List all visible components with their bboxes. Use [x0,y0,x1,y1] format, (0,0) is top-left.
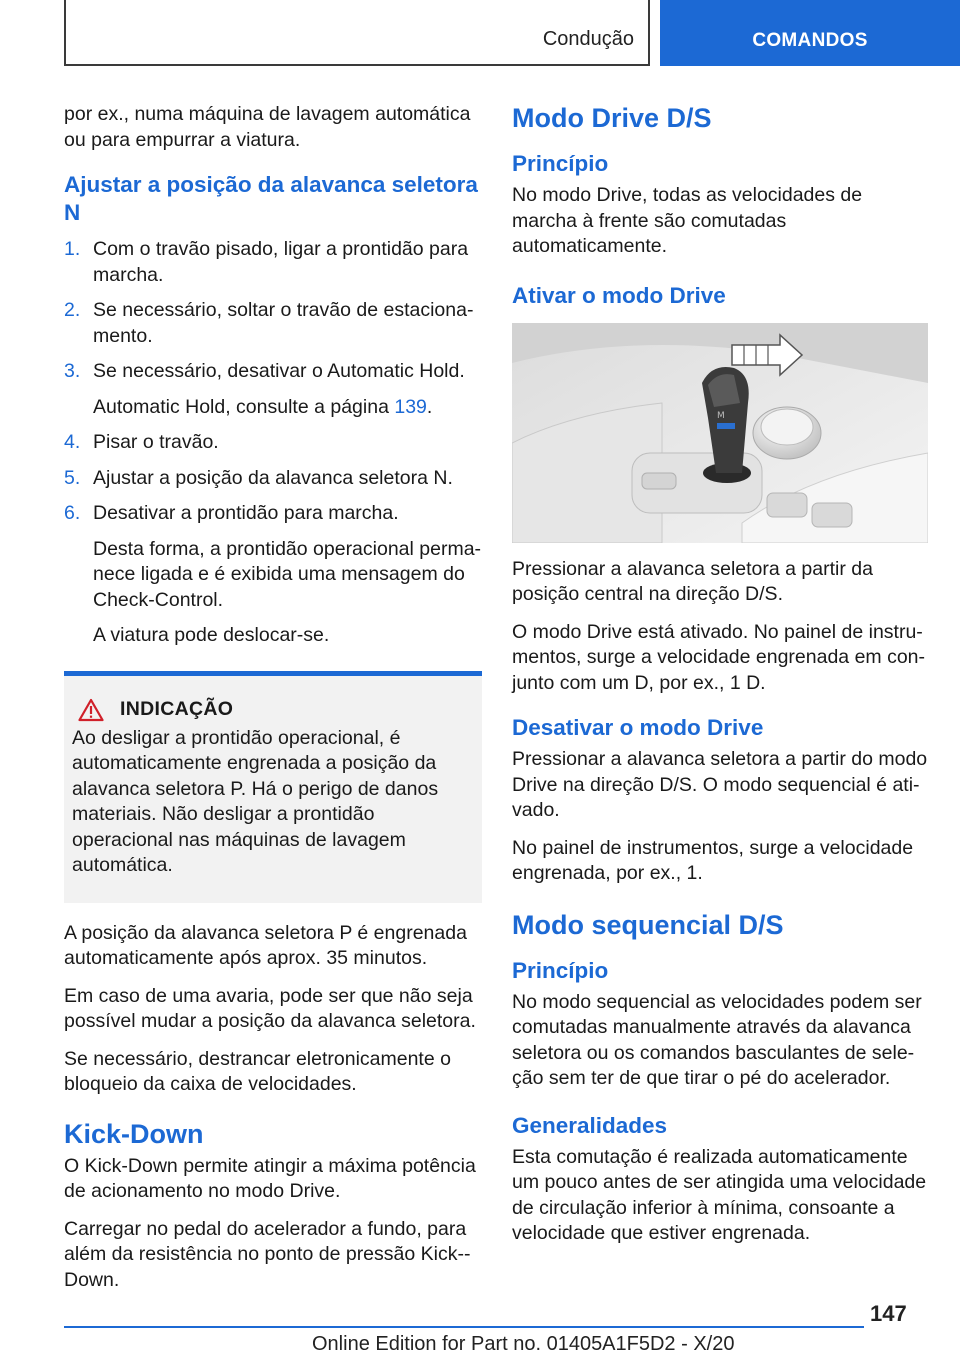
paragraph: Pressionar a alavanca seletora a partir do modo Drive na direção D/S. O modo sequencial é ativado. [512,748,928,821]
section-title: Condução [542,28,634,50]
list-item [64,430,482,456]
step-text: Se necessário, soltar o travão de estacionamento. [93,299,474,347]
header-chapter-tab[interactable] [660,0,960,66]
step-number: 6. [64,502,81,524]
notice-header [78,698,474,722]
warning-icon [78,698,104,722]
paragraph: No painel de instrumentos, surge a velocidade engrenada, por ex., 1. [512,836,914,884]
step-subtext-suffix: . [426,395,433,418]
step-text: Pisar o travão. [93,431,219,453]
list-item [64,298,482,349]
list-item [64,359,482,420]
paragraph: Em caso de uma avaria, pode ser que não seja possível mudar a posição da alavanca seletora. [64,984,476,1032]
step-number: 5. [64,466,81,489]
paragraph: O modo Drive está ativado. No painel de instrumentos, surge a velocidade engrenada em conjunto com um D, por ex., 1 D. [512,620,926,694]
paragraph: A posição da alavanca seletora P é engrenada automaticamente após aprox. 35 minutos. [64,921,467,969]
heading-selector-n: Ajustar a posição da alavanca seletora N [64,172,478,225]
step-number: 4. [64,431,81,453]
step-text: Ajustar a posição da alavanca seletora N. [93,466,453,489]
step-text: Se necessário, desativar o Automatic Hold. [93,360,465,382]
step-number: 1. [64,238,81,260]
paragraph: Carregar no pedal do acelerador a fundo, para além da resistência no ponto de pressão Kick-Down. [64,1217,471,1291]
step-text: Desativar a prontidão para marcha. [93,502,399,524]
step-number: 2. [64,299,81,321]
paragraph: No modo sequencial as velocidades podem ser comutadas manualmente através da alavanca seletora ou os comandos basculantes de seleção sem ter de que tirar o pé do acelerador. [512,990,922,1089]
footer-edition: Online Edition for Part no. 01405A1F5D2 - X/20 [312,1333,735,1355]
left-column [64,102,482,1305]
heading-drive-mode: Modo Drive D/S [512,103,712,133]
notice-text: Ao desligar a prontidão operacional, é automaticamente engrenada a posição da alavanca seletora P. Há o perigo de danos materiais. Não desligar a prontidão operacional nas máquinas de lavagem automática. [72,726,439,876]
steps-list [64,237,482,649]
heading-activate-drive: Ativar o modo Drive [512,282,726,308]
lever-label: M [717,410,725,421]
heading-general: Generalidades [512,1112,668,1138]
step-subtext: Desta forma, a prontidão operacional permanece ligada e é exibida uma mensagem do Check-Control. [93,537,482,611]
gear-selector-illustration [512,323,928,543]
page-reference-link[interactable]: 139 [394,395,427,418]
list-item [64,466,482,492]
list-item [64,237,482,288]
heading-principle: Princípio [512,151,609,176]
header-section-tab [64,0,650,66]
page-number: 147 [870,1301,907,1326]
right-column [512,102,930,1259]
list-item [64,501,482,649]
notice-box [64,671,482,903]
heading-sequential-mode: Modo sequencial D/S [512,909,784,940]
step-subtext [93,395,482,421]
gear-selector-drawing [512,323,928,543]
paragraph: Pressionar a alavanca seletora a partir da posição central na direção D/S. [512,557,873,605]
paragraph: Se necessário, destrancar eletronicamente o bloqueio da caixa de velocidades. [64,1047,451,1095]
step-subtext-prefix: Automatic Hold, consulte a página [93,395,395,418]
chapter-title: COMANDOS [752,30,868,51]
footer-divider [64,1326,864,1328]
heading-deactivate-drive: Desativar o modo Drive [512,715,764,740]
step-subtext: A viatura pode deslocar-se. [93,624,330,646]
paragraph: No modo Drive, todas as velocidades de marcha à frente são comutadas automaticamente. [512,184,863,257]
step-text: Com o travão pisado, ligar a prontidão para marcha. [93,238,469,286]
paragraph: Esta comutação é realizada automaticamente um pouco antes de ser atingida uma velocidade de circulação inferior à mínima, consoante a velocidade que estiver engrenada. [512,1145,927,1244]
step-number: 3. [64,360,81,382]
paragraph: O Kick-Down permite atingir a máxima potência de acionamento no modo Drive. [64,1154,476,1202]
notice-title: INDICAÇÃO [120,698,234,720]
intro-paragraph: por ex., numa máquina de lavagem automática ou para empurrar a viatura. [64,103,471,151]
heading-principle: Princípio [512,957,609,983]
heading-kick-down: Kick-Down [64,1118,204,1149]
